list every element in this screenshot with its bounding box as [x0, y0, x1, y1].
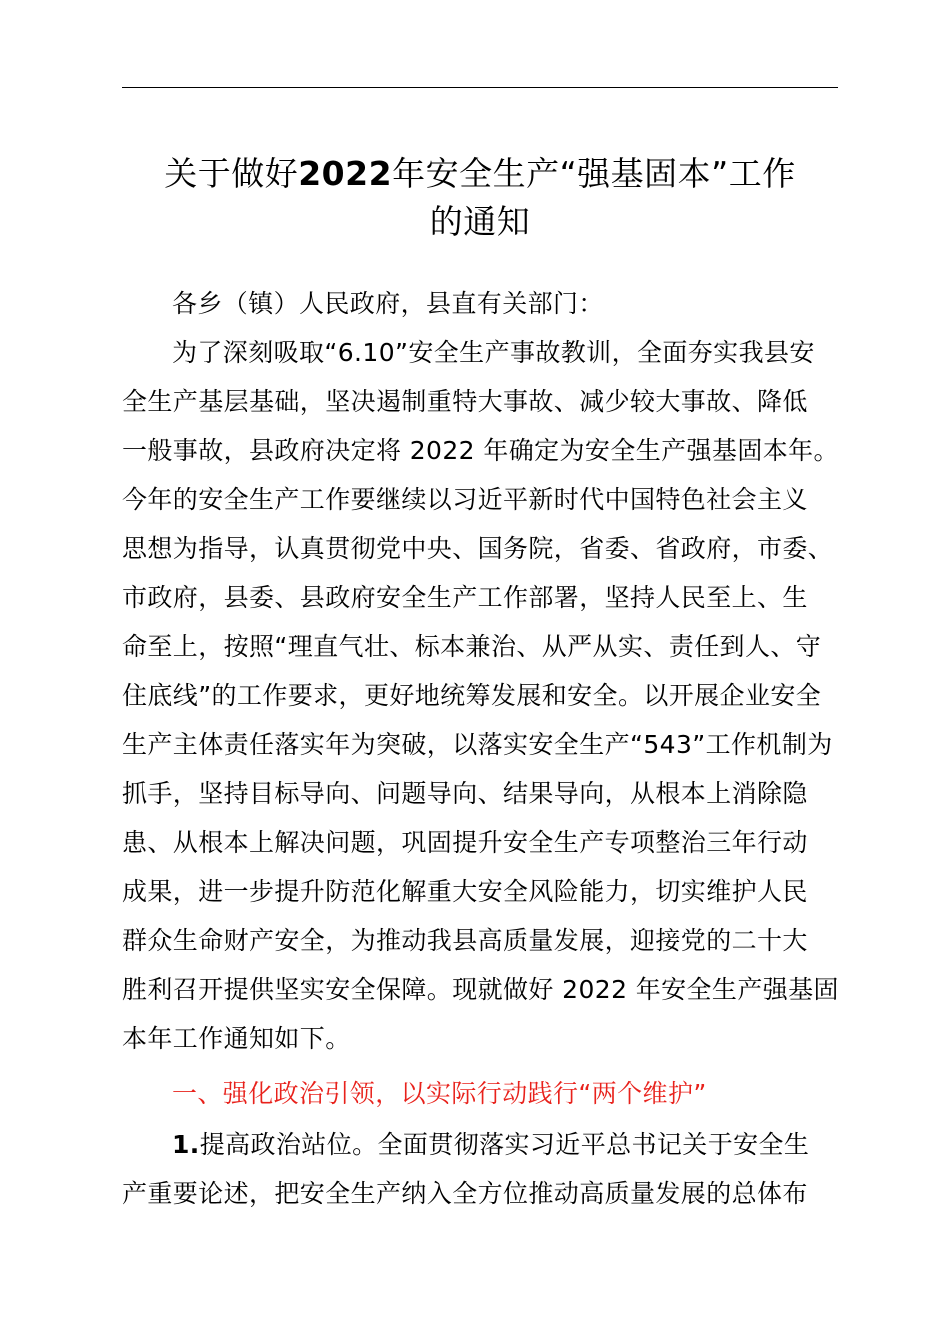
document-title-line-1 [100, 152, 860, 196]
header-rule [122, 87, 838, 88]
item-1-number: 1. [172, 1130, 200, 1159]
body-line: 抓手，坚持目标导向、问题导向、结果导向，从根本上消除隐 [122, 779, 808, 808]
body-line: 患、从根本上解决问题，巩固提升安全生产专项整治三年行动 [122, 828, 808, 857]
body-line: 群众生命财产安全，为推动我县高质量发展，迎接党的二十大 [122, 926, 808, 955]
item-1-text: 提高政治站位。全面贯彻落实习近平总书记关于安全生 [199, 1130, 810, 1159]
body-line: 市政府，县委、县政府安全生产工作部署，坚持人民至上、生 [122, 583, 808, 612]
body-line: 生产主体责任落实年为突破，以落实安全生产“543”工作机制为 [122, 730, 833, 759]
body-line: 命至上，按照“理直气壮、标本兼治、从严从实、责任到人、守 [122, 632, 822, 661]
salutation: 各乡（镇）人民政府，县直有关部门： [172, 289, 604, 318]
section-heading: 一、强化政治引领，以实际行动践行“两个维护” [172, 1079, 707, 1108]
body-line: 全生产基层基础，坚决遏制重特大事故、减少较大事故、降低 [122, 387, 808, 416]
body-line: 本年工作通知如下。 [122, 1024, 351, 1053]
title-prefix: 关于做好 [164, 154, 299, 193]
document-title-line-2: 的通知 [429, 202, 531, 241]
item-1-line-2: 产重要论述，把安全生产纳入全方位推动高质量发展的总体布 [122, 1179, 808, 1208]
item-1-line-1 [172, 1127, 902, 1163]
body-line: 成果，进一步提升防范化解重大安全风险能力，切实维护人民 [122, 877, 808, 906]
body-line: 为了深刻吸取“6.10”安全生产事故教训，全面夯实我县安 [172, 338, 815, 367]
body-line: 胜利召开提供坚实安全保障。现就做好 2022 年安全生产强基固 [122, 975, 839, 1004]
body-line: 住底线”的工作要求，更好地统筹发展和安全。以开展企业安全 [122, 681, 822, 710]
title-year: 2022 [298, 154, 393, 193]
body-line: 一般事故，县政府决定将 2022 年确定为安全生产强基固本年。 [122, 436, 839, 465]
body-line: 今年的安全生产工作要继续以习近平新时代中国特色社会主义 [122, 485, 808, 514]
body-line: 思想为指导，认真贯彻党中央、国务院，省委、省政府，市委、 [122, 534, 834, 563]
title-suffix: 年安全生产“强基固本”工作 [392, 154, 796, 193]
